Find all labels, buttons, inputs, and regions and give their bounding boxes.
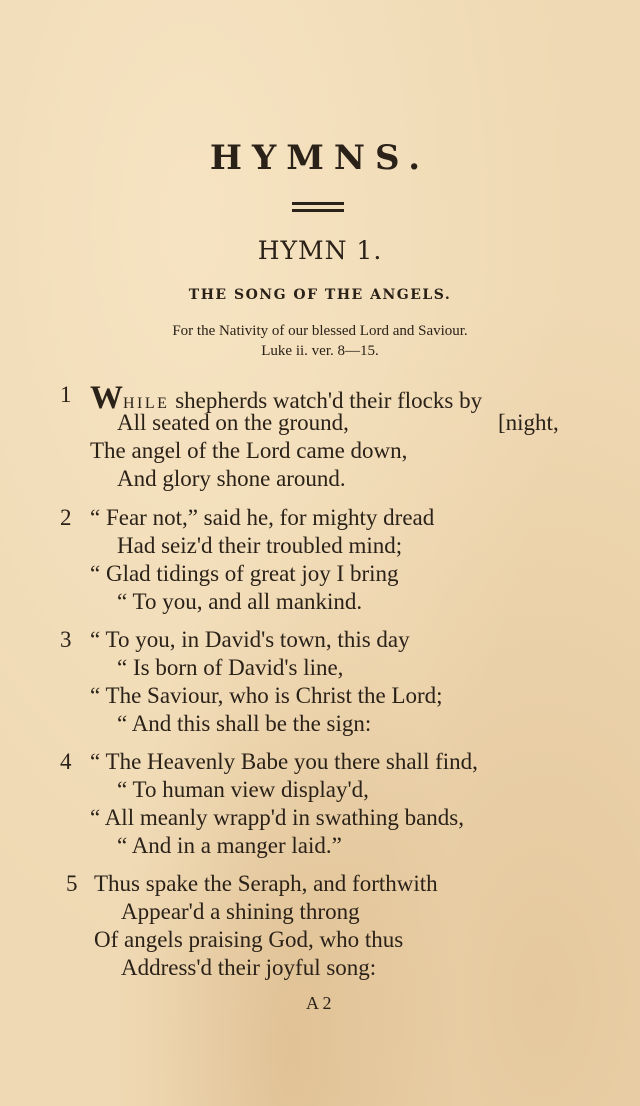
verse-line: Address'd their joyful song: (121, 955, 377, 980)
verse-line: “ The Saviour, who is Christ the Lord; (90, 683, 443, 708)
hymn-heading: HYMN 1. (257, 236, 383, 265)
verse-line: “ To human view display'd, (117, 777, 369, 802)
verse-line: “ All meanly wrapp'd in swathing bands, (90, 805, 464, 830)
title-rule-lower (292, 209, 344, 212)
verse-line: “ The Heavenly Babe you there shall find, (90, 749, 478, 774)
verse-line: “ To you, and all mankind. (117, 589, 363, 614)
page-title: HYMNS. (209, 138, 431, 178)
drop-capital: W (90, 380, 123, 416)
stanza-number: 3 (60, 627, 72, 652)
verse-line: And glory shone around. (117, 466, 346, 491)
stanza-number: 1 (60, 382, 72, 407)
verse-line: The angel of the Lord came down, (90, 438, 408, 463)
verse-line: Appear'd a shining throng (121, 899, 360, 924)
hymn-subtitle: THE SONG OF THE ANGELS. (188, 287, 452, 303)
stanza-number: 5 (66, 871, 78, 896)
title-rule-upper (292, 202, 344, 205)
verse-line: Had seiz'd their troubled mind; (117, 533, 403, 558)
scripture-reference: Luke ii. ver. 8—15. (261, 343, 379, 359)
verse-line: “ Glad tidings of great joy I bring (90, 561, 399, 586)
verse-line: “ And in a manger laid.” (117, 833, 342, 858)
signature-mark: A 2 (306, 993, 332, 1013)
verse-line: Thus spake the Seraph, and forthwith (94, 871, 438, 896)
verse-line: All seated on the ground, (117, 410, 349, 435)
verse-line: “ To you, in David's town, this day (90, 627, 410, 652)
verse-line-text: shepherds watch'd their flocks by (169, 388, 483, 413)
verse-line: “ Fear not,” said he, for mighty dread (90, 505, 435, 530)
verse-line: “ Is born of David's line, (117, 655, 344, 680)
small-caps-text: HILE (123, 395, 170, 412)
stanza-number: 2 (60, 505, 72, 530)
turnover-text: [night, (498, 410, 559, 435)
verse-line: Of angels praising God, who thus (94, 927, 404, 952)
stanza-number: 4 (60, 749, 72, 774)
hymn-occasion: For the Nativity of our blessed Lord and Saviour. (172, 323, 468, 339)
verse-line: “ And this shall be the sign: (117, 711, 372, 736)
